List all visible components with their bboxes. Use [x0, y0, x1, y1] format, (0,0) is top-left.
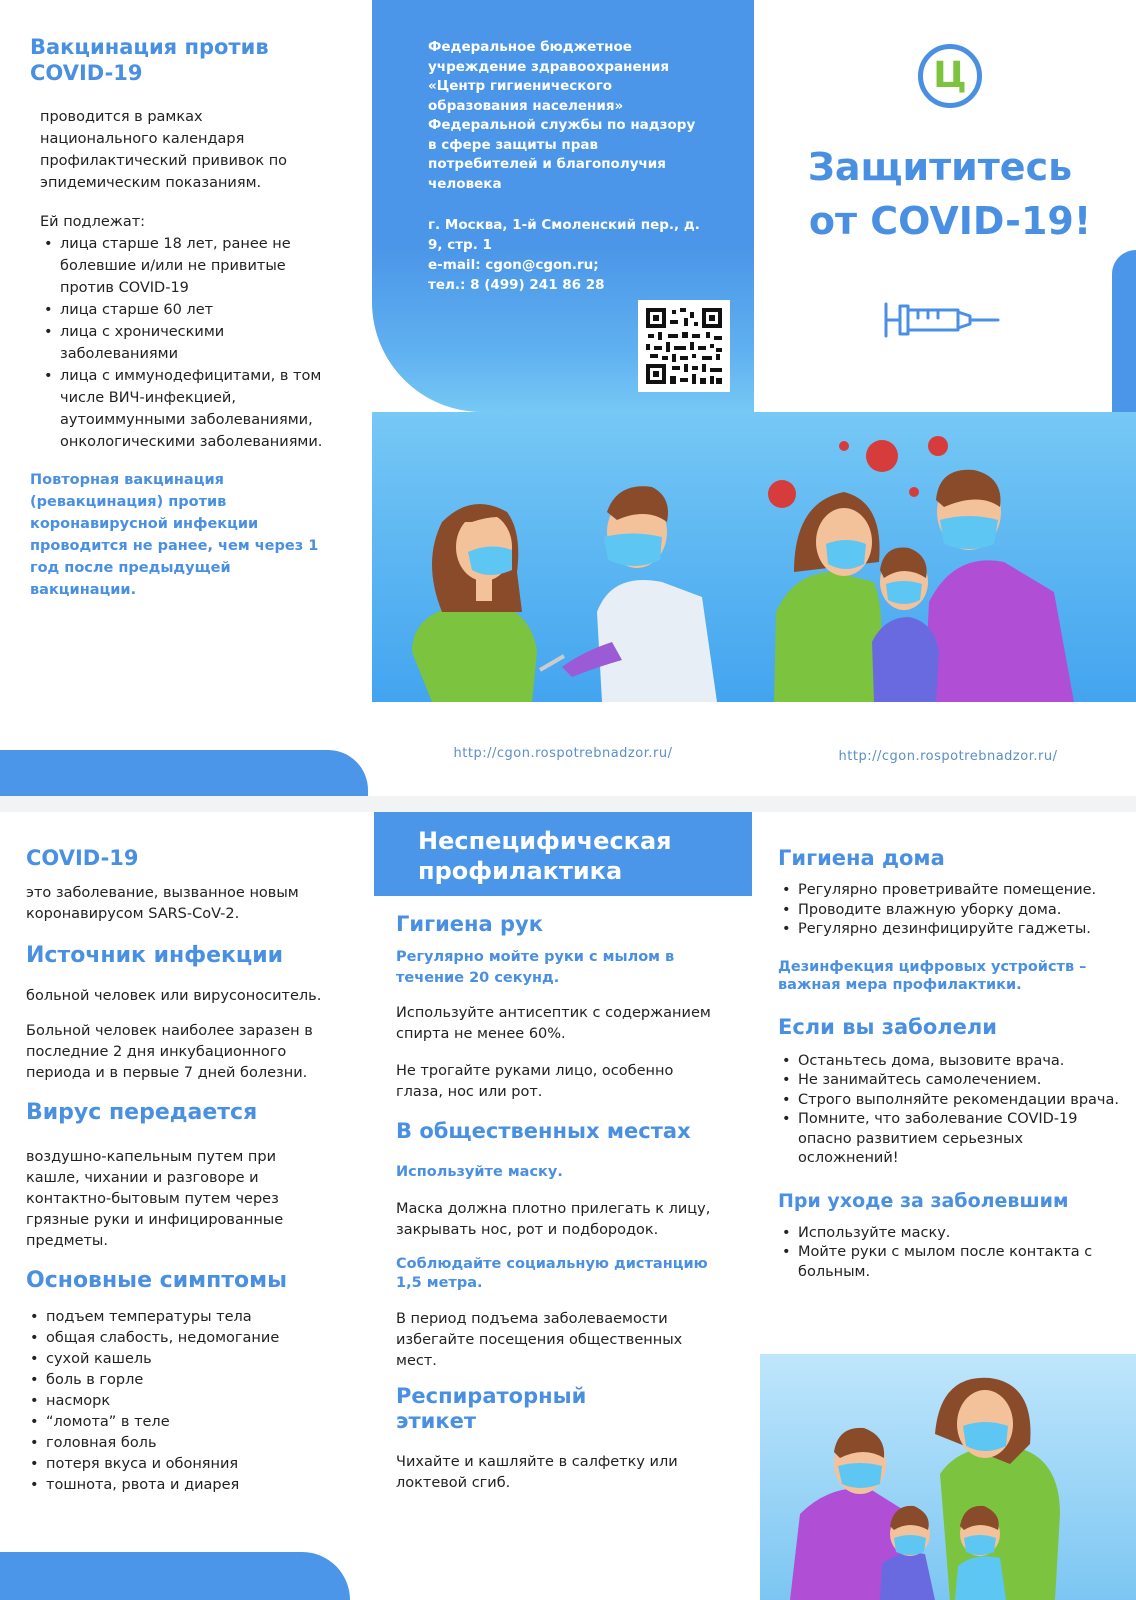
vaccination-column: [30, 34, 350, 601]
qr-code: [638, 300, 730, 392]
list-item: • Регулярно дезинфицируйте гаджеты.: [778, 920, 1128, 940]
public-sub2: Соблюдайте социальную дистанцию 1,5 метра.: [396, 1256, 708, 1291]
list-item: • Строго выполняйте рекомендации врача.: [778, 1091, 1128, 1111]
home-title: Гигиена дома: [778, 846, 945, 870]
resp-text: Чихайте и кашляйте в салфетку или локтевой сгиб.: [396, 1454, 678, 1491]
subject-label: Ей подлежат:: [40, 214, 146, 230]
list-item: • Проводите влажную уборку дома.: [778, 901, 1128, 921]
url-middle[interactable]: http://cgon.rospotrebnadzor.ru/: [453, 746, 673, 761]
prevention-column: [396, 912, 746, 1494]
list-item: • “ломота” в теле: [26, 1412, 356, 1433]
public-text1: Маска должна плотно прилегать к лицу, закрывать нос, рот и подбородок.: [396, 1201, 711, 1238]
cover-panel: [754, 0, 1136, 412]
subject-list: [30, 233, 340, 453]
hands-sub: Регулярно мойте руки с мылом в течение 20 секунд.: [396, 949, 675, 986]
decor-bottom-tab: [0, 1552, 350, 1600]
cover-title-line2: от COVID-19!: [808, 199, 1092, 243]
care-list: [778, 1224, 1128, 1283]
list-item: • Останьтесь дома, вызовите врача.: [778, 1052, 1128, 1072]
list-item: • головная боль: [26, 1433, 356, 1454]
org-phone: тел.: 8 (499) 241 86 28: [428, 277, 605, 293]
covid-title: COVID-19: [26, 846, 139, 870]
list-item: • сухой кашель: [26, 1349, 356, 1370]
list-item: • тошнота, рвота и диарея: [26, 1475, 356, 1496]
info-column: [26, 846, 356, 1496]
list-item: • Помните, что заболевание COVID-19 опасно развитием серьезных осложнений!: [778, 1110, 1128, 1169]
care-title: При уходе за заболевшим: [778, 1189, 1069, 1212]
hands-title: Гигиена рук: [396, 912, 543, 936]
home-column: [778, 846, 1128, 1282]
covid-text: это заболевание, вызванное новым коронавирусом SARS-CoV-2.: [26, 885, 299, 922]
decor-blue-tab: [0, 750, 368, 796]
source-text2: Больной человек наиболее заразен в последние 2 дня инкубационного периода и в первые 7 дней болезни.: [26, 1023, 313, 1081]
contact-panel: [372, 0, 754, 412]
sick-title: Если вы заболели: [778, 1014, 997, 1039]
org-email: e-mail: cgon@cgon.ru;: [428, 257, 599, 273]
resp-title: Респираторный этикет: [396, 1384, 587, 1433]
logo-letter: Ц: [933, 55, 967, 96]
vaccination-illustration: [372, 412, 754, 702]
list-item: • насморк: [26, 1391, 356, 1412]
list-item: • Регулярно проветривайте помещение.: [778, 881, 1128, 901]
list-item: • лица с иммунодефицитами, в том числе ВИЧ-инфекцией, аутоиммунными заболеваниями, онкологическими заболеваниями.: [40, 365, 340, 453]
url-right[interactable]: http://cgon.rospotrebnadzor.ru/: [838, 749, 1058, 764]
transmit-title: Вирус передается: [26, 1100, 258, 1125]
prevention-banner: [374, 812, 752, 896]
list-item: • боль в горле: [26, 1370, 356, 1391]
vaccination-intro: проводится в рамках национального календаря профилактический прививок по эпидемическим показаниям.: [40, 109, 288, 191]
list-item: • Используйте маску.: [778, 1224, 1128, 1244]
syringe-icon: [882, 298, 1002, 342]
symptoms-list: [26, 1307, 356, 1496]
list-item: • Не занимайтесь самолечением.: [778, 1071, 1128, 1091]
family-illustration: [754, 412, 1136, 702]
symptoms-title: Основные симптомы: [26, 1268, 288, 1293]
hands-text2: Не трогайте руками лицо, особенно глаза, нос или рот.: [396, 1063, 674, 1100]
public-sub1: Используйте маску.: [396, 1164, 563, 1180]
home-sub: Дезинфекция цифровых устройств – важная мера профилактики.: [778, 958, 1087, 993]
list-item: • общая слабость, недомогание: [26, 1328, 356, 1349]
vaccination-title: Вакцинация против COVID-19: [30, 35, 269, 85]
cover-title-line1: Защититесь: [807, 145, 1073, 189]
org-address: г. Москва, 1-й Смоленский пер., д. 9, стр. 1: [428, 217, 700, 253]
decor-right-strip: [1112, 250, 1136, 412]
logo: [918, 44, 982, 108]
list-item: • потеря вкуса и обоняния: [26, 1454, 356, 1475]
org-name: Федеральное бюджетное учреждение здравоохранения «Центр гигиенического образования населения» Федеральной службы по надзору в сфере защиты прав потребителей и благополучия человека: [428, 39, 696, 192]
public-title: В общественных местах: [396, 1119, 691, 1143]
home-list: [778, 881, 1128, 940]
sick-list: [778, 1052, 1128, 1169]
source-text1: больной человек или вирусоноситель.: [26, 988, 322, 1004]
source-title: Источник инфекции: [26, 943, 284, 968]
revaccination-note: Повторная вакцинация (ревакцинация) против коронавирусной инфекции проводится не ранее, чем через 1 год после предыдущей вакцинации.: [30, 472, 319, 598]
list-item: • подъем температуры тела: [26, 1307, 356, 1328]
list-item: • лица с хроническими заболеваниями: [40, 321, 340, 365]
family-masks-illustration: [760, 1354, 1136, 1600]
public-text2: В период подъема заболеваемости избегайте посещения общественных мест.: [396, 1311, 683, 1369]
prevention-banner-title: Неспецифическая профилактика: [418, 827, 672, 885]
list-item: • Мойте руки с мылом после контакта с больным.: [778, 1243, 1128, 1282]
list-item: • лица старше 18 лет, ранее не болевшие и/или не привитые против COVID-19: [40, 233, 340, 299]
hands-text1: Используйте антисептик с содержанием спирта не менее 60%.: [396, 1005, 711, 1042]
cover-title: [754, 140, 1136, 248]
list-item: • лица старше 60 лет: [40, 299, 340, 321]
transmit-text: воздушно-капельным путем при кашле, чихании и разговоре и контактно-бытовым путем через грязные руки и инфицированные предметы.: [26, 1149, 284, 1249]
fold-divider: [0, 796, 1136, 812]
